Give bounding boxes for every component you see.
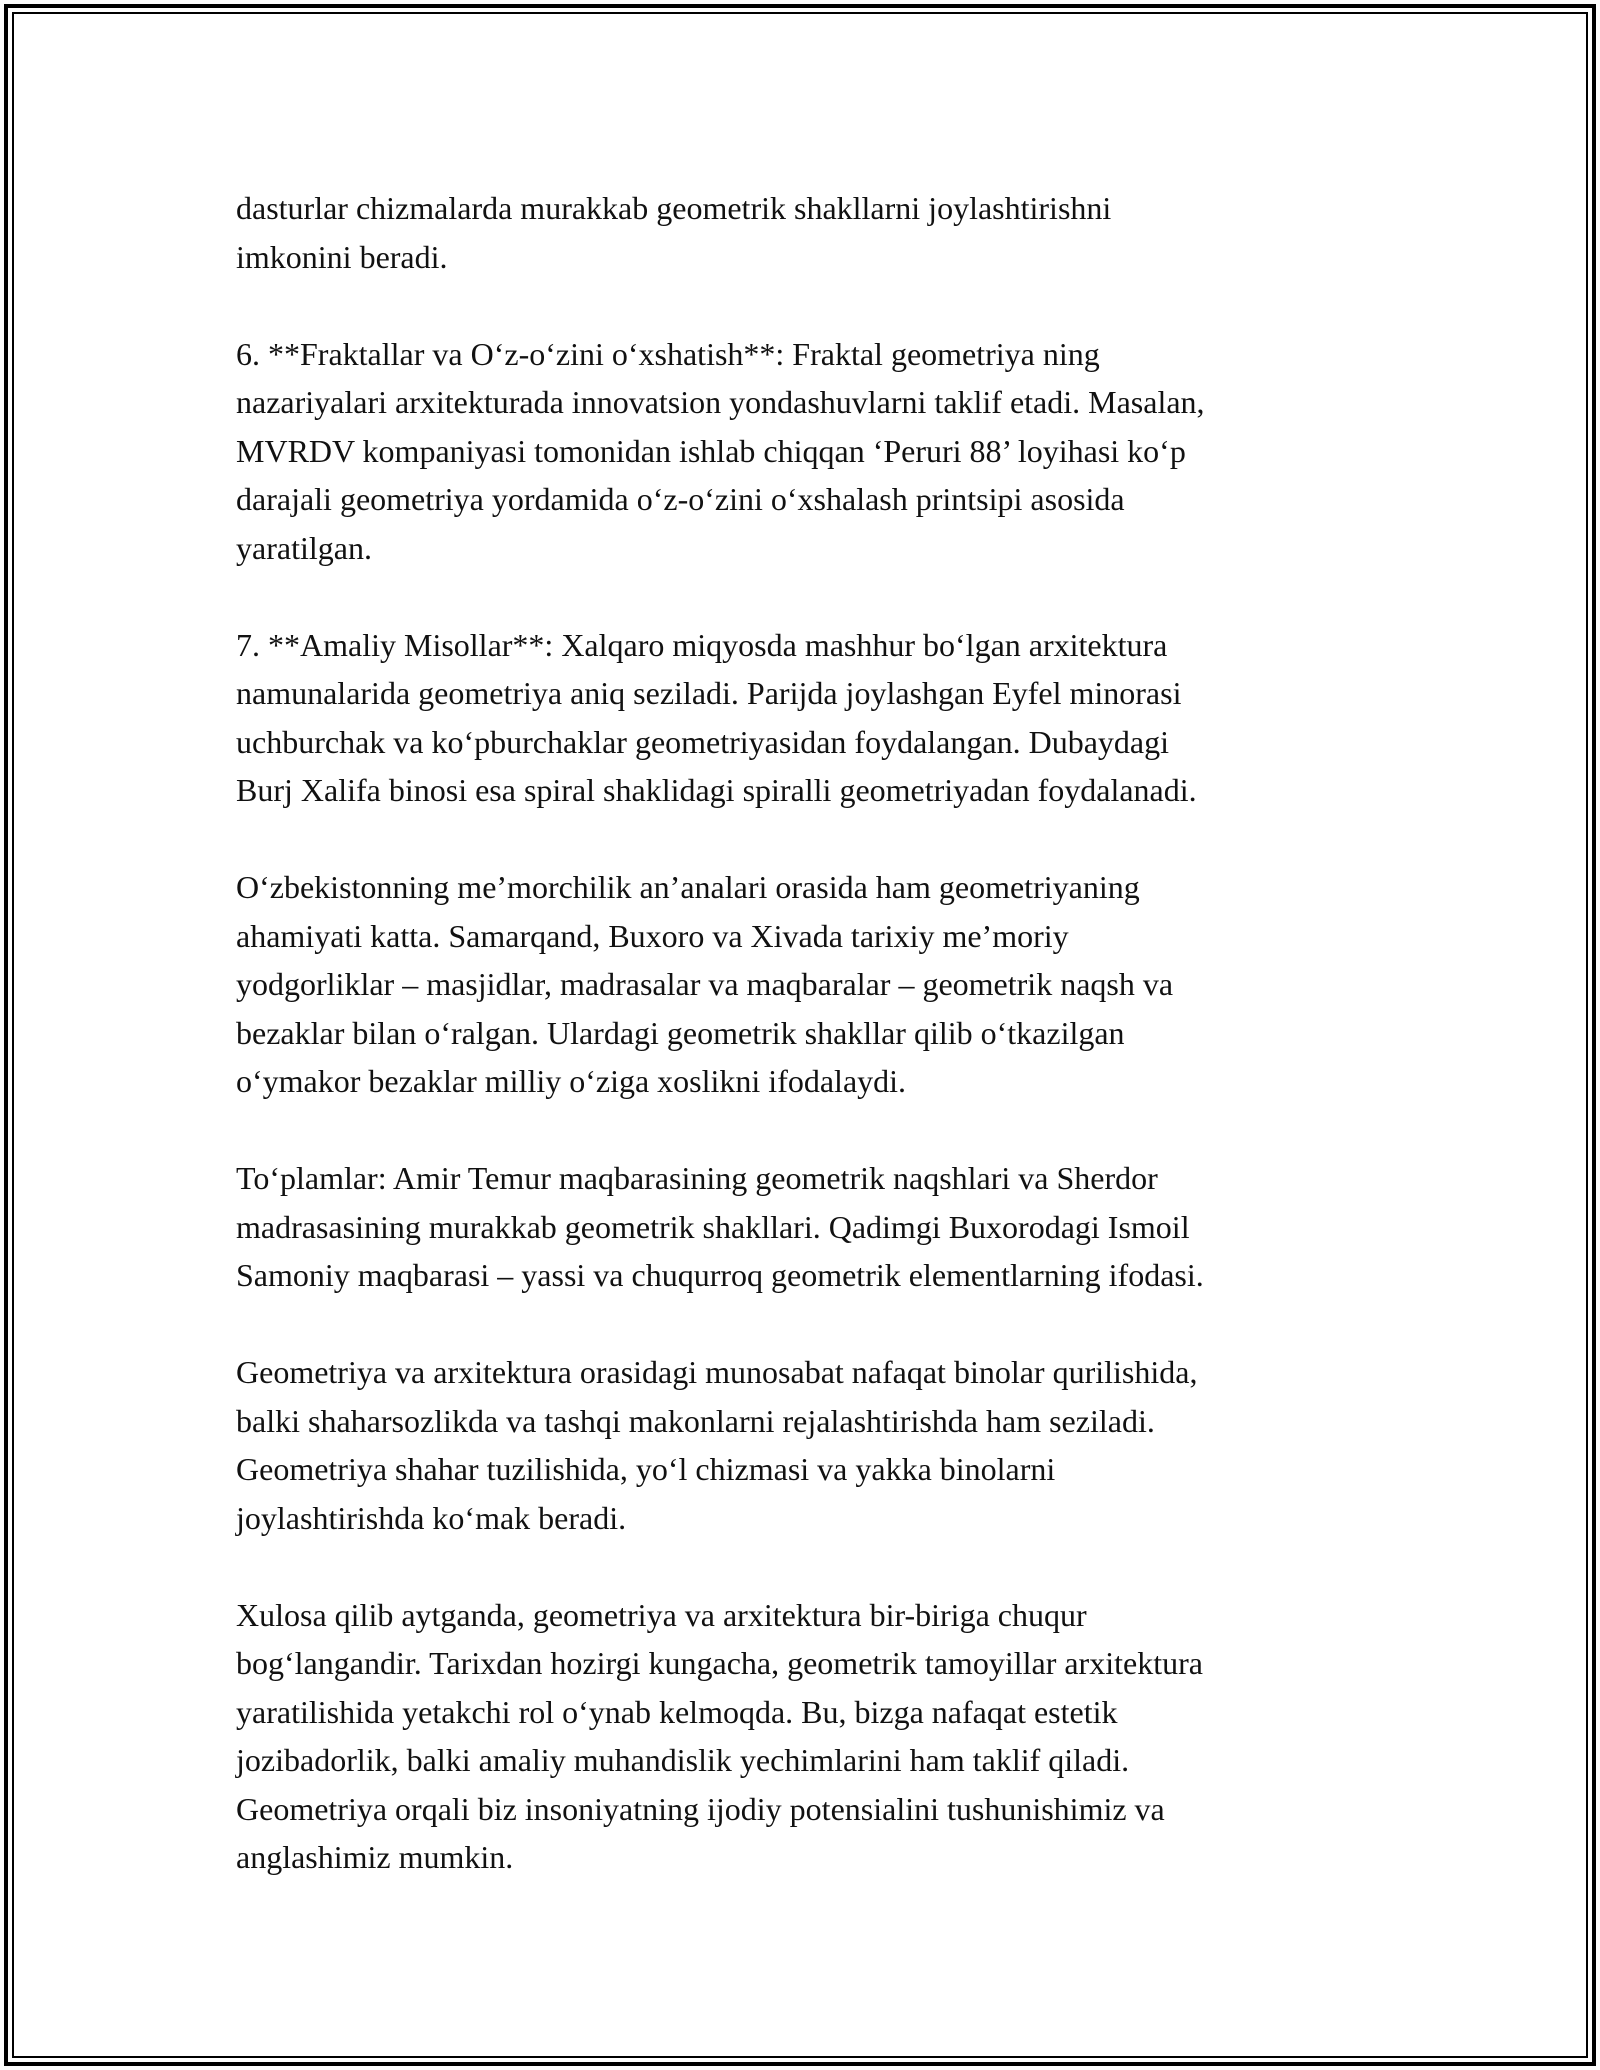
text-line: Samoniy maqbarasi – yassi va chuqurroq geometrik elementlarning ifodasi. — [236, 1257, 1204, 1293]
text-line: nazariyalari arxitekturada innovatsion yondashuvlarni taklif etadi. Masalan, — [236, 384, 1205, 420]
text-line: 7. **Amaliy Misollar**: Xalqaro miqyosda mashhur bo‘lgan arxitektura — [236, 626, 1168, 663]
text-line: Geometriya orqali biz insoniyatning ijodiy potensialini tushunishimiz va — [236, 1790, 1165, 1827]
text-line: yodgorliklar – masjidlar, madrasalar va maqbaralar – geometrik naqsh va — [236, 966, 1174, 1002]
text-line: yaratilishida yetakchi rol o‘ynab kelmoqda. Bu, bizga nafaqat estetik — [236, 1693, 1118, 1730]
paragraph — [236, 863, 1366, 1106]
document-body — [236, 184, 1366, 1882]
text-line: MVRDV kompaniyasi tomonidan ishlab chiqqan ‘Peruri 88’ loyihasi ko‘p — [236, 432, 1186, 469]
text-line: Burj Xalifa binosi esa spiral shaklidagi spiralli geometriyadan foydalanadi. — [236, 772, 1197, 808]
text-line: imkonini beradi. — [236, 238, 448, 275]
text-line: yaratilgan. — [236, 529, 372, 566]
text-line: Geometriya shahar tuzilishida, yo‘l chizmasi va yakka binolarni — [236, 1451, 1056, 1487]
text-line: ahamiyati katta. Samarqand, Buxoro va Xivada tarixiy me’moriy — [236, 917, 1069, 954]
text-line: Xulosa qilib aytganda, geometriya va arxitektura bir-biriga chuqur — [236, 1596, 1087, 1633]
text-line: To‘plamlar: Amir Temur maqbarasining geometrik naqshlari va Sherdor — [236, 1160, 1158, 1196]
text-line: balki shaharsozlikda va tashqi makonlarni rejalashtirishda ham seziladi. — [236, 1402, 1155, 1439]
text-line: 6. **Fraktallar va O‘z-o‘zini o‘xshatish**: Fraktal geometriya ning — [236, 335, 1100, 372]
text-line: uchburchak va ko‘pburchaklar geometriyasidan foydalangan. Dubaydagi — [236, 723, 1169, 760]
text-line: bezaklar bilan o‘ralgan. Ulardagi geometrik shakllar qilib o‘tkazilgan — [236, 1014, 1125, 1051]
text-line: dasturlar chizmalarda murakkab geometrik shakllarni joylashtirishni — [236, 190, 1112, 226]
text-line: Geometriya va arxitektura orasidagi munosabat nafaqat binolar qurilishida, — [236, 1354, 1198, 1390]
paragraph — [236, 1591, 1366, 1882]
paragraph — [236, 621, 1366, 815]
text-line: darajali geometriya yordamida o‘z-o‘zini o‘xshalash printsipi asosida — [236, 481, 1125, 517]
paragraph — [236, 330, 1366, 573]
text-line: bog‘langandir. Tarixdan hozirgi kungacha, geometrik tamoyillar arxitektura — [236, 1645, 1203, 1681]
paragraph — [236, 184, 1366, 281]
text-line: joylashtirishda ko‘mak beradi. — [236, 1499, 627, 1536]
text-line: O‘zbekistonning me’morchilik an’analari orasida ham geometriyaning — [236, 869, 1140, 905]
text-line: jozibadorlik, balki amaliy muhandislik yechimlarini ham taklif qiladi. — [236, 1742, 1130, 1778]
text-line: o‘ymakor bezaklar milliy o‘ziga xoslikni ifodalaydi. — [236, 1063, 907, 1099]
paragraph — [236, 1154, 1366, 1300]
paragraph — [236, 1348, 1366, 1542]
text-line: madrasasining murakkab geometrik shakllari. Qadimgi Buxorodagi Ismoil — [236, 1208, 1190, 1245]
text-line: anglashimiz mumkin. — [236, 1839, 514, 1875]
text-line: namunalarida geometriya aniq seziladi. Parijda joylashgan Eyfel minorasi — [236, 675, 1182, 711]
